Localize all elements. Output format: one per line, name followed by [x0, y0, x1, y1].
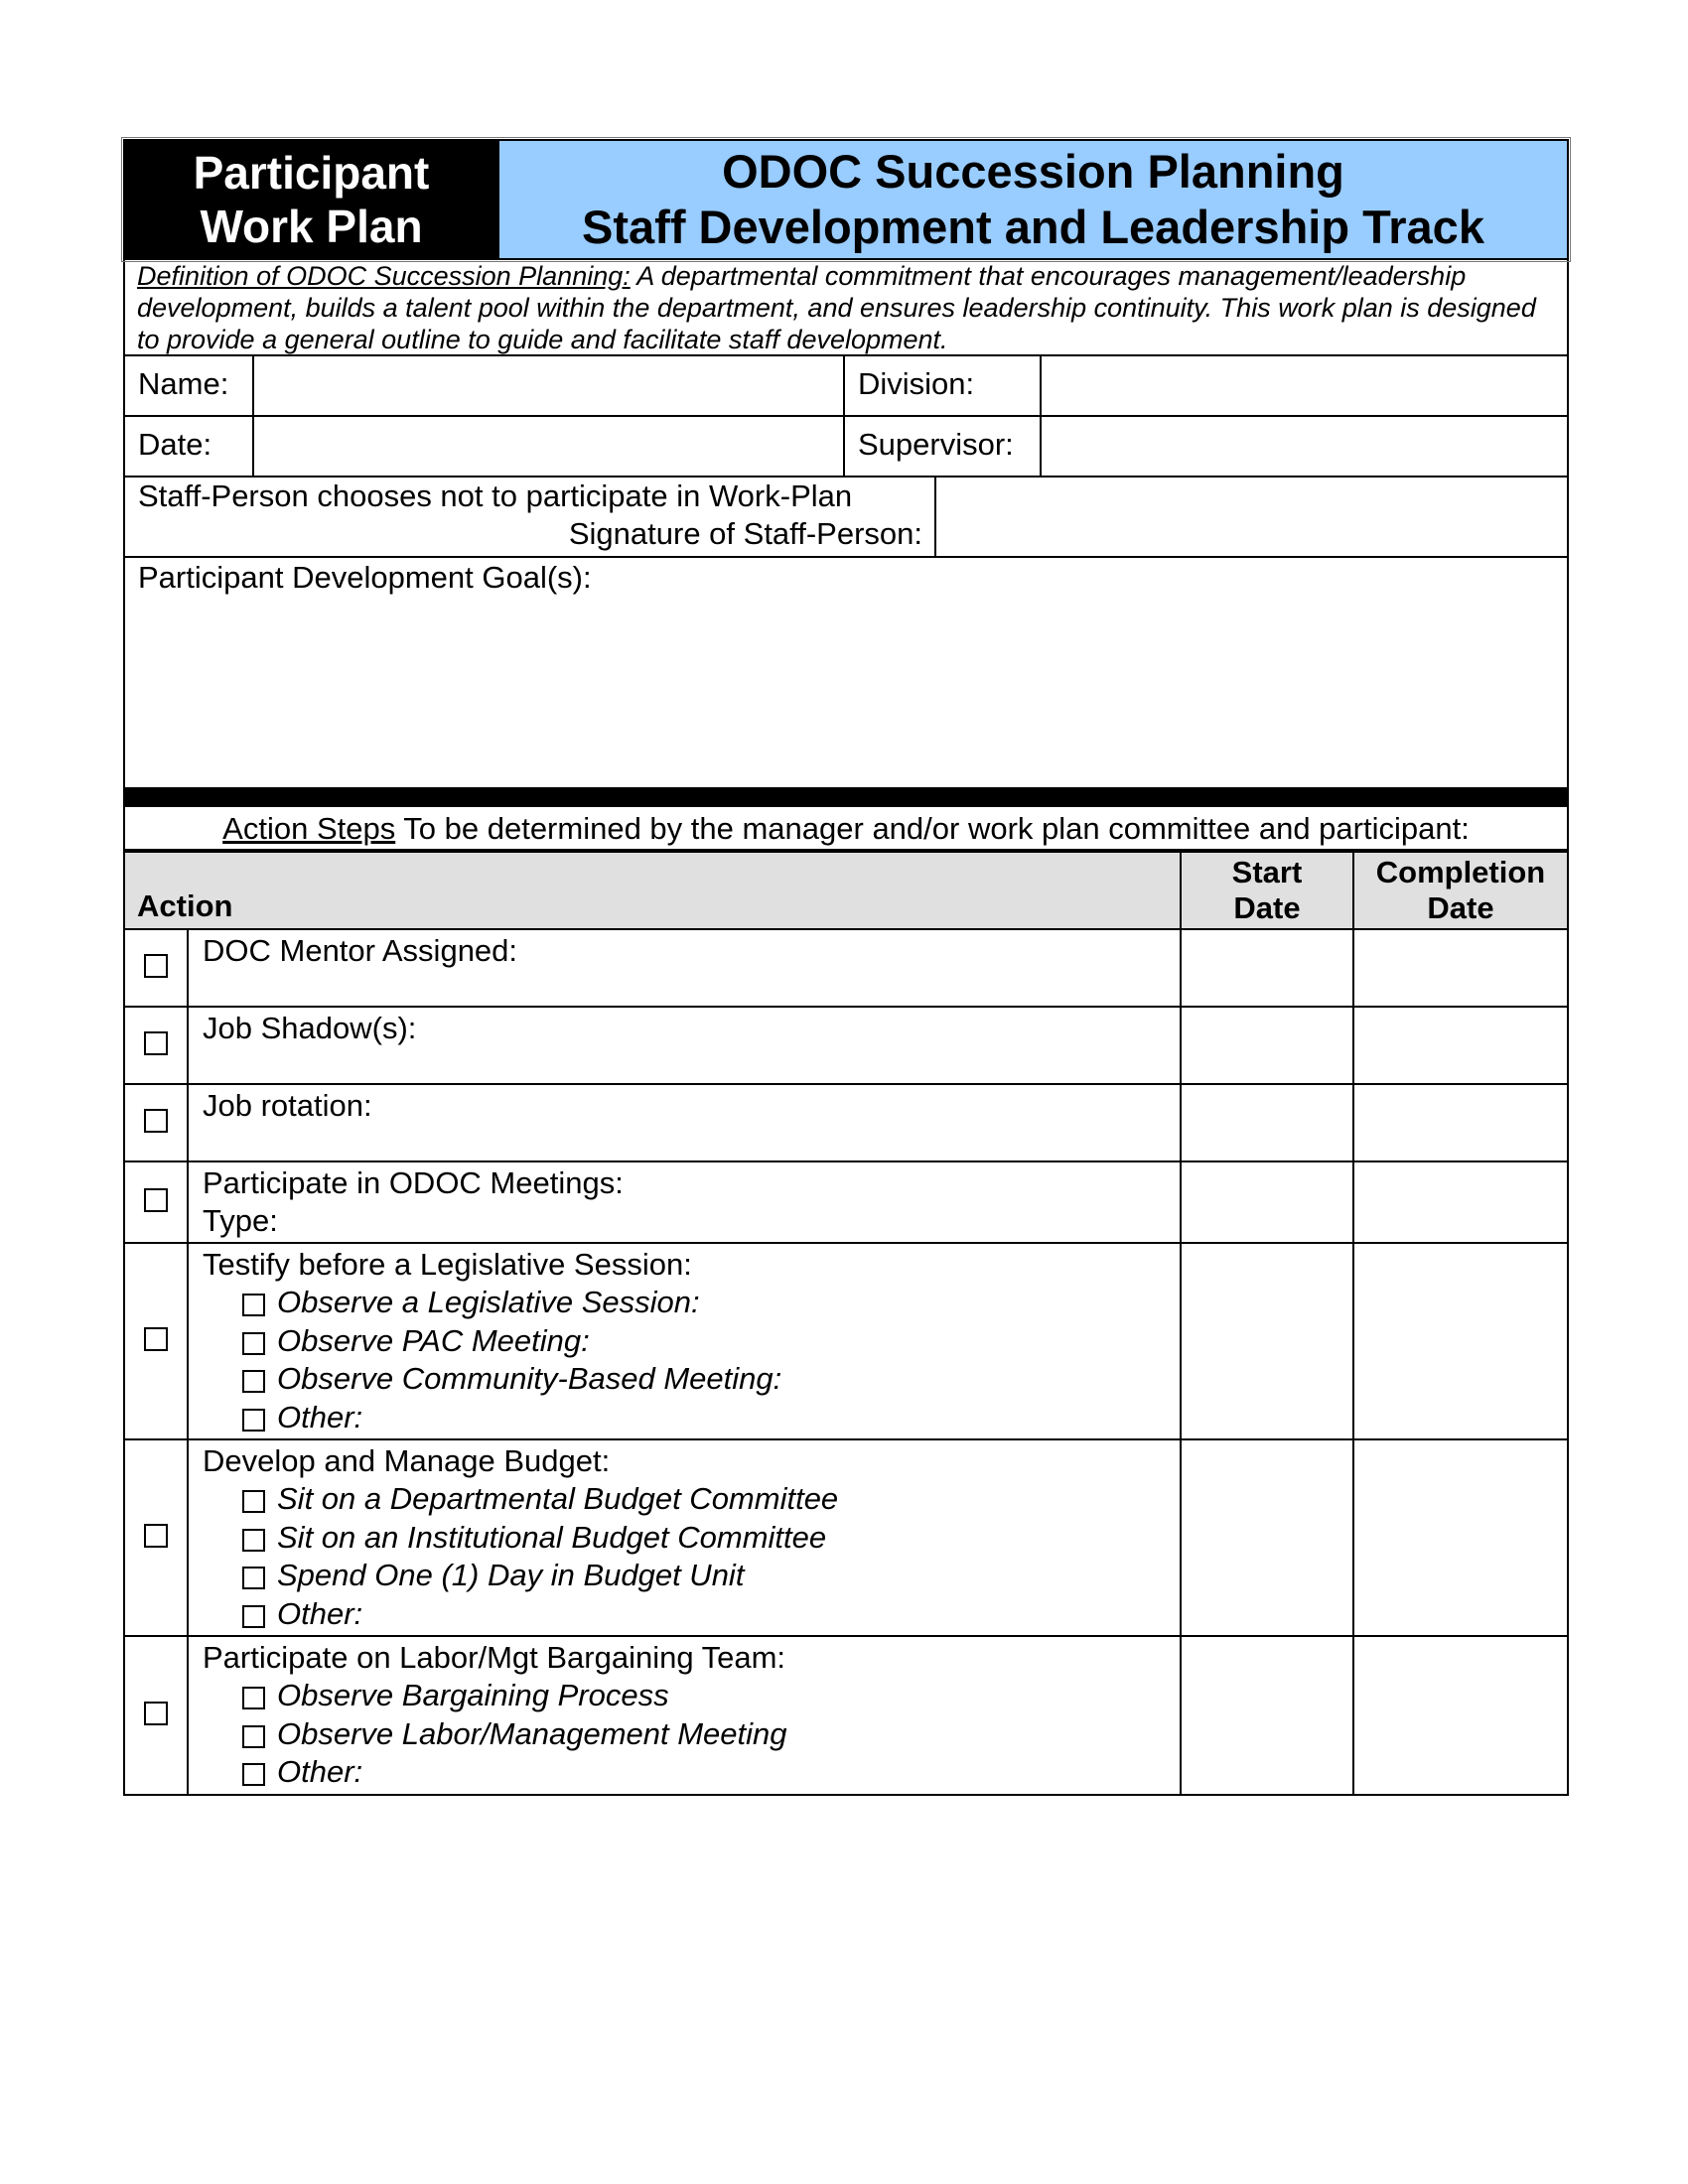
- start-date-cell[interactable]: [1181, 1084, 1353, 1161]
- action-row: [124, 1007, 1568, 1084]
- col-action-header: Action: [124, 852, 1181, 929]
- date-supervisor-row: [125, 417, 1567, 478]
- sub-item: [203, 1753, 1166, 1792]
- start-date-cell[interactable]: [1181, 1439, 1353, 1636]
- sub-item-checkbox[interactable]: [242, 1567, 265, 1589]
- sub-item-label: Sit on a Departmental Budget Committee: [277, 1481, 839, 1516]
- form-type-line2: Work Plan: [200, 201, 423, 252]
- action-row: [124, 1636, 1568, 1795]
- sub-item-checkbox[interactable]: [242, 1490, 265, 1513]
- completion-date-cell[interactable]: [1353, 1007, 1568, 1084]
- sub-item: [203, 1322, 1166, 1361]
- sub-item: [203, 1715, 1166, 1754]
- action-checkbox-cell: [124, 929, 188, 1007]
- action-checkbox[interactable]: [144, 1524, 168, 1548]
- action-text-cell: [188, 1084, 1181, 1161]
- action-steps-table: [123, 851, 1569, 1796]
- sub-item-label: Observe Labor/Management Meeting: [277, 1715, 787, 1751]
- signature-label: Signature of Staff-Person:: [568, 516, 922, 551]
- sub-item-checkbox[interactable]: [242, 1687, 265, 1709]
- completion-date-cell[interactable]: [1353, 1439, 1568, 1636]
- action-text-cell: [188, 1636, 1181, 1795]
- action-steps-description: To be determined by the manager and/or work plan committee and participant:: [395, 811, 1470, 846]
- action-row: [124, 1243, 1568, 1439]
- action-checkbox-cell: [124, 1161, 188, 1243]
- optout-label: [125, 478, 934, 556]
- action-title: Job rotation:: [203, 1088, 372, 1123]
- completion-date-cell[interactable]: [1353, 1084, 1568, 1161]
- development-goals-label: Participant Development Goal(s):: [138, 560, 592, 595]
- start-date-cell[interactable]: [1181, 1161, 1353, 1243]
- name-label: Name:: [138, 366, 229, 401]
- completion-date-cell[interactable]: [1353, 929, 1568, 1007]
- action-title: Job Shadow(s):: [203, 1011, 417, 1045]
- action-checkbox[interactable]: [144, 1109, 168, 1133]
- completion-date-cell[interactable]: [1353, 1161, 1568, 1243]
- action-text-cell: [188, 1243, 1181, 1439]
- sub-item-label: Sit on an Institutional Budget Committee: [277, 1519, 827, 1555]
- optout-row: [125, 478, 1567, 558]
- action-checkbox-cell: [124, 1007, 188, 1084]
- sub-item: [203, 1360, 1166, 1399]
- sub-item-checkbox[interactable]: [242, 1294, 265, 1316]
- sub-item: [203, 1557, 1166, 1595]
- start-date-cell[interactable]: [1181, 929, 1353, 1007]
- action-extra: Type:: [203, 1203, 278, 1238]
- sub-item-checkbox[interactable]: [242, 1529, 265, 1552]
- sub-item-checkbox[interactable]: [242, 1370, 265, 1393]
- sub-item-label: Other:: [277, 1595, 363, 1631]
- sub-item-label: Observe Bargaining Process: [277, 1678, 669, 1712]
- definition-lead: Definition of ODOC Succession Planning:: [137, 261, 631, 291]
- sub-item-label: Observe Community-Based Meeting:: [277, 1361, 782, 1396]
- action-row: [124, 1084, 1568, 1161]
- sub-item-checkbox[interactable]: [242, 1605, 265, 1628]
- action-text-cell: [188, 1161, 1181, 1243]
- completion-date-cell[interactable]: [1353, 1243, 1568, 1439]
- division-field[interactable]: [1040, 356, 1567, 415]
- sub-item: [203, 1480, 1166, 1519]
- date-label: Date:: [138, 427, 212, 462]
- sub-item: [203, 1284, 1166, 1322]
- action-row: [124, 1439, 1568, 1636]
- development-goals-area[interactable]: [125, 558, 1567, 789]
- form-header: [123, 139, 1569, 260]
- sub-item: [203, 1519, 1166, 1558]
- action-checkbox[interactable]: [144, 954, 168, 978]
- action-checkbox[interactable]: [144, 1702, 168, 1725]
- sub-item-checkbox[interactable]: [242, 1725, 265, 1748]
- action-title: Develop and Manage Budget:: [203, 1443, 611, 1478]
- sub-item-label: Observe a Legislative Session:: [277, 1285, 700, 1319]
- action-title: Testify before a Legislative Session:: [203, 1247, 692, 1282]
- sub-item-checkbox[interactable]: [242, 1763, 265, 1786]
- sub-item-label: Observe PAC Meeting:: [277, 1322, 590, 1358]
- action-checkbox[interactable]: [144, 1327, 168, 1351]
- start-date-cell[interactable]: [1181, 1636, 1353, 1795]
- form-type-line1: Participant: [193, 147, 430, 199]
- action-checkbox-cell: [124, 1636, 188, 1795]
- work-plan-form: [123, 139, 1569, 1796]
- form-type-label: [125, 141, 497, 258]
- sub-item-label: Spend One (1) Day in Budget Unit: [277, 1558, 745, 1592]
- division-label: Division:: [843, 356, 1040, 415]
- action-checkbox[interactable]: [144, 1188, 168, 1212]
- action-checkbox-cell: [124, 1084, 188, 1161]
- action-checkbox-cell: [124, 1243, 188, 1439]
- action-title: Participate on Labor/Mgt Bargaining Team:: [203, 1640, 786, 1675]
- action-title: DOC Mentor Assigned:: [203, 933, 518, 968]
- action-steps-intro: [125, 807, 1567, 851]
- section-divider: [125, 789, 1567, 807]
- action-text-cell: [188, 929, 1181, 1007]
- completion-date-cell[interactable]: [1353, 1636, 1568, 1795]
- action-text-cell: [188, 1007, 1181, 1084]
- signature-field[interactable]: [934, 478, 1567, 556]
- form-title: [497, 141, 1567, 258]
- col-completion-date-header: Completion Date: [1353, 852, 1568, 929]
- action-row: [124, 929, 1568, 1007]
- sub-item-checkbox[interactable]: [242, 1332, 265, 1355]
- name-division-row: [125, 356, 1567, 417]
- supervisor-field[interactable]: [1040, 417, 1567, 476]
- action-row: [124, 1161, 1568, 1243]
- sub-item-label: Other:: [277, 1399, 363, 1434]
- definition-text: [125, 260, 1567, 356]
- form-title-line2: Staff Development and Leadership Track: [582, 201, 1484, 253]
- form-title-line1: ODOC Succession Planning: [722, 145, 1344, 198]
- name-field[interactable]: [252, 356, 843, 415]
- date-field[interactable]: [252, 417, 843, 476]
- sub-item-checkbox[interactable]: [242, 1409, 265, 1432]
- sub-item: [203, 1595, 1166, 1634]
- sub-item: [203, 1677, 1166, 1715]
- action-steps-heading: Action Steps: [222, 811, 396, 846]
- action-title: Participate in ODOC Meetings:: [203, 1165, 624, 1200]
- sub-item-label: Other:: [277, 1754, 363, 1789]
- definition-body: A departmental commitment that encourages management/leadership development, builds a talent pool within the department, and ensures leadership continuity. This work plan is designed to provide a general outline to guide and facilitate staff development.: [137, 261, 1536, 354]
- optout-text: Staff-Person chooses not to participate in Work-Plan: [138, 478, 853, 513]
- action-text-cell: [188, 1439, 1181, 1636]
- start-date-cell[interactable]: [1181, 1007, 1353, 1084]
- action-checkbox-cell: [124, 1439, 188, 1636]
- table-header-row: [124, 852, 1568, 929]
- col-start-date-header: Start Date: [1181, 852, 1353, 929]
- start-date-cell[interactable]: [1181, 1243, 1353, 1439]
- sub-item: [203, 1399, 1166, 1437]
- supervisor-label: Supervisor:: [843, 417, 1040, 476]
- action-checkbox[interactable]: [144, 1031, 168, 1055]
